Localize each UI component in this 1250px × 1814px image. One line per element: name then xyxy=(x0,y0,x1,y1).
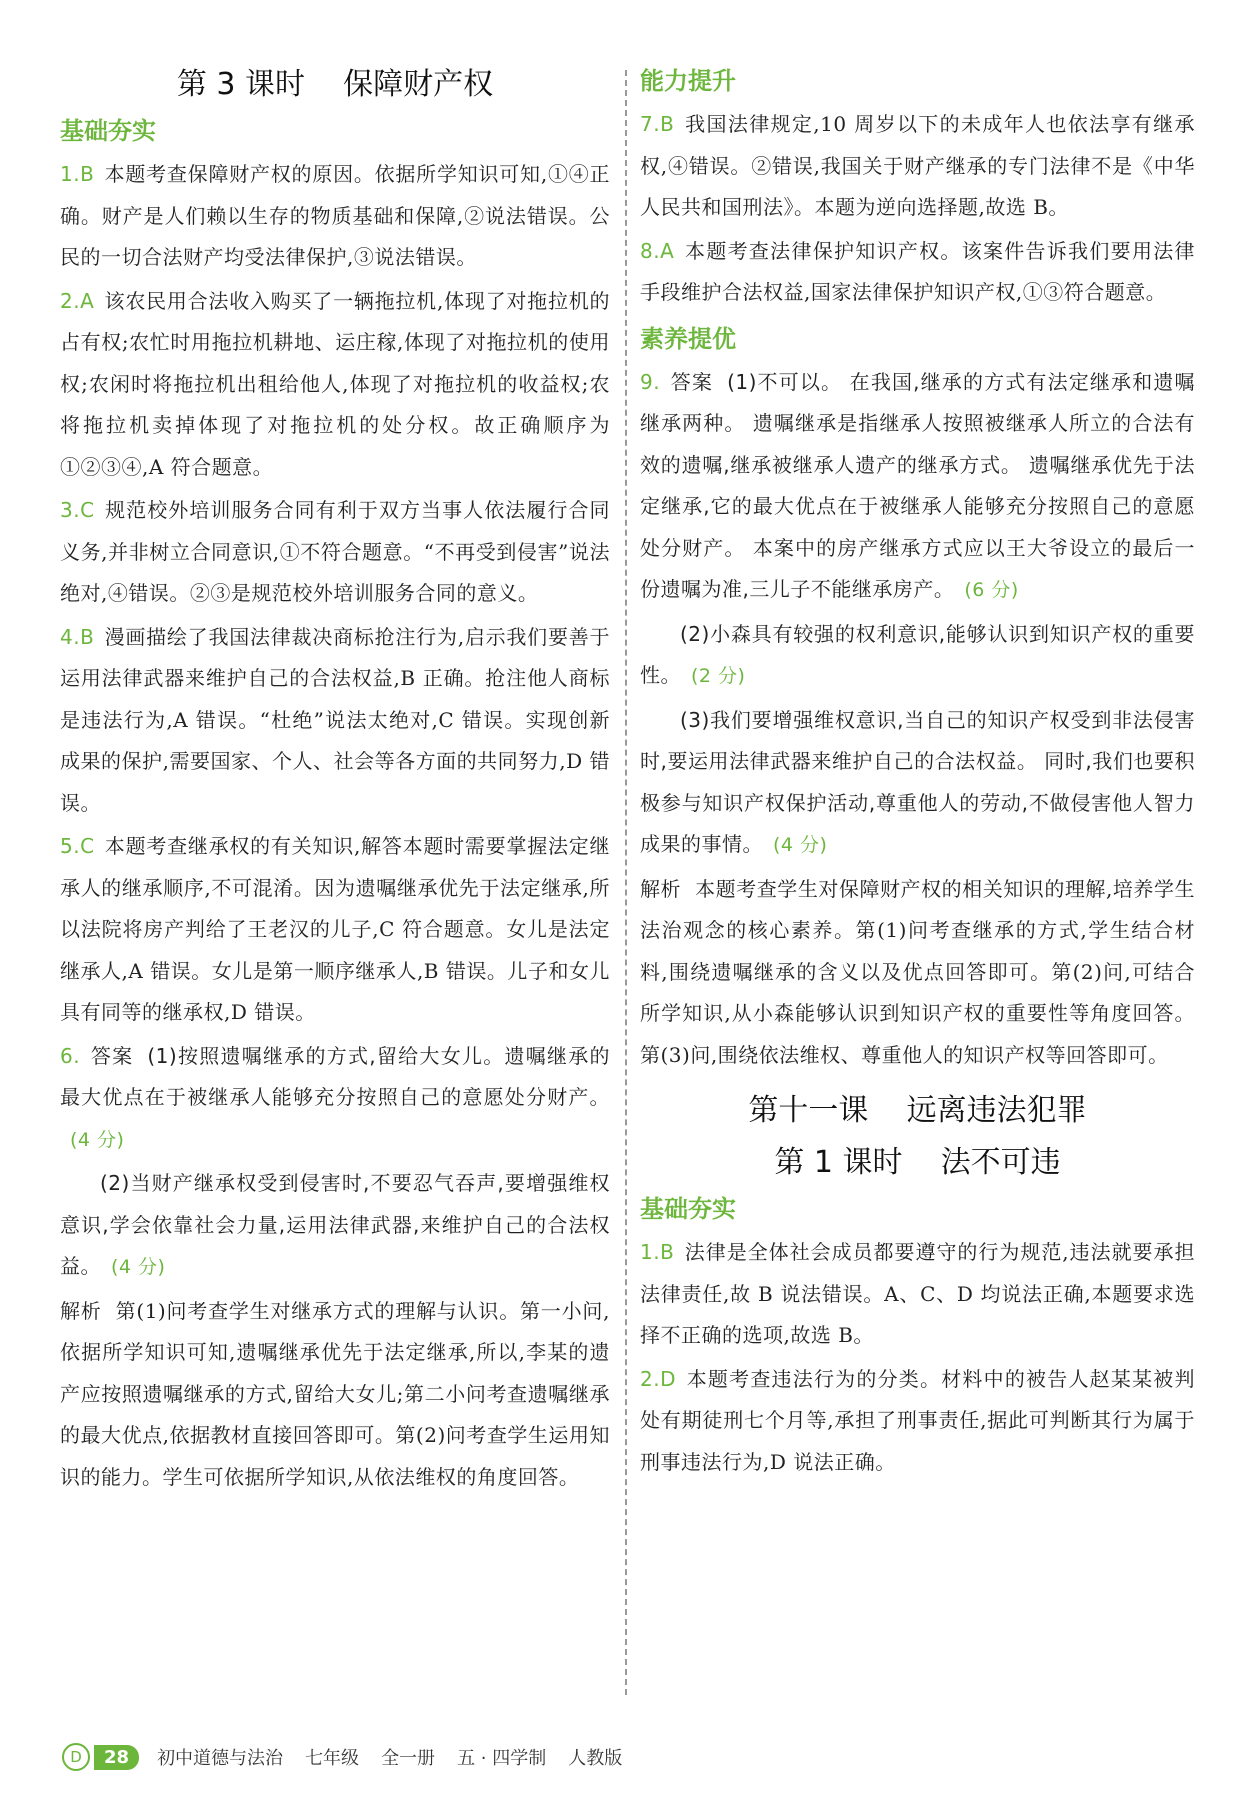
d-badge: D xyxy=(62,1743,90,1771)
item-number: 9. xyxy=(640,369,661,394)
answer-item xyxy=(60,281,610,489)
answer-text: (3)我们要增强维权意识,当自己的知识产权受到非法侵害时,要运用法律武器来维护自己的合法权益。 同时,我们也要积极参与知识产权保护活动,尊重他人的劳动,不做侵害他人智力成果的事情。 xyxy=(640,707,1195,856)
item-text: 本题考查违法行为的分类。材料中的被告人赵某某被判处有期徒刑七个月等,承担了刑事责任,据此可判断其行为属于刑事违法行为,D 说法正确。 xyxy=(640,1366,1195,1474)
item-text: 本题考查继承权的有关知识,解答本题时需要掌握法定继承人的继承顺序,不可混淆。因为遗嘱继承优先于法定继承,所以法院将房产判给了王老汉的儿子,C 符合题意。女儿是法定继承人,A 错误。女儿是第一顺序继承人,B 错误。儿子和女儿具有同等的继承权,D 错误。 xyxy=(60,834,610,1024)
section-heading-basic: 基础夯实 xyxy=(640,1195,736,1223)
page-footer xyxy=(62,1742,644,1772)
answer-item-9 xyxy=(640,362,1195,612)
answer-text: (2)小森具有较强的权利意识,能够认识到知识产权的重要性。 xyxy=(640,621,1195,687)
item-number: 2.D xyxy=(640,1366,676,1391)
score-label: (4 分) xyxy=(70,1128,125,1151)
analysis xyxy=(60,1291,610,1499)
answer-item xyxy=(640,1232,1195,1357)
answer-item xyxy=(640,231,1195,314)
left-column xyxy=(60,64,610,1500)
item-number: 2.A xyxy=(60,288,95,313)
footer-volume: 全一册 xyxy=(381,1748,436,1769)
item-number: 5.C xyxy=(60,834,95,858)
item-text: 规范校外培训服务合同有利于双方当事人依法履行合同义务,并非树立合同意识,①不符合题意。“不再受到侵害”说法绝对,④错误。②③是规范校外培训服务合同的意义。 xyxy=(60,498,610,605)
answer-item xyxy=(640,1359,1195,1484)
answer-part xyxy=(640,700,1195,867)
answer-item xyxy=(640,104,1195,229)
score-label: (4 分) xyxy=(111,1256,166,1278)
answer-part xyxy=(60,1163,610,1289)
footer-subject: 初中道德与法治 xyxy=(157,1748,284,1769)
item-text: 我国法律规定,10 周岁以下的未成年人也依法享有继承权,④错误。②错误,我国关于财产继承的专门法律不是《中华人民共和国刑法》。本题为逆向选择题,故选 B。 xyxy=(640,112,1195,219)
section-heading-literacy: 素养提优 xyxy=(640,324,736,353)
answer-part xyxy=(640,614,1195,698)
answer-item-6 xyxy=(60,1036,610,1162)
item-number: 7.B xyxy=(640,112,675,136)
answer-tag: 答案 xyxy=(90,1043,134,1068)
page-number: 28 xyxy=(94,1745,139,1770)
score-label: (6 分) xyxy=(964,579,1019,601)
answer-item xyxy=(60,826,610,1034)
item-number: 1.B xyxy=(60,162,95,186)
answer-tag: 答案 xyxy=(670,369,714,394)
answer-text: (2)当财产继承权受到侵害时,不要忍气吞声,要增强维权意识,学会依靠社会力量,运用法律武器,来维护自己的合法权益。 xyxy=(60,1171,610,1278)
item-number: 4.B xyxy=(60,624,95,649)
analysis xyxy=(640,869,1195,1077)
analysis-text: 第(1)问考查学生对继承方式的理解与认识。第一小问,依据所学知识可知,遗嘱继承优先于法定继承,所以,李某的遗产应按照遗嘱继承的方式,留给大女儿;第二小问考查遗嘱继承的最大优点,依据教材直接回答即可。第(2)问考查学生运用知识的能力。学生可依据所学知识,从依法维权的角度回答。 xyxy=(60,1298,611,1489)
score-label: (4 分) xyxy=(773,834,828,856)
footer-edition: 人教版 xyxy=(568,1748,623,1769)
section-heading-basic: 基础夯实 xyxy=(60,117,156,145)
answer-text: (1)不可以。 在我国,继承的方式有法定继承和遗嘱继承两种。 遗嘱继承是指继承人按照被继承人所立的合法有效的遗嘱,继承被继承人遗产的继承方式。 遗嘱继承优先于法定继承,它的最大优点在于被继承人能够充分按照自己的意愿处分财产。 本案中的房产继承方式应以王大爷设立的最后一份遗嘱为准,三儿子不能继承房产。 xyxy=(640,369,1196,601)
answer-item xyxy=(60,617,610,825)
analysis-text: 本题考查学生对保障财产权的相关知识的理解,培养学生法治观念的核心素养。第(1)问考查继承的方式,学生结合材料,围绕遗嘱继承的含义以及优点回答即可。第(2)问,可结合所学知识,从小森能够认识到知识产权的重要性等角度回答。第(3)问,围绕依法维权、尊重他人的知识产权等回答即可。 xyxy=(640,876,1196,1067)
answer-text: (1)按照遗嘱继承的方式,留给大女儿。遗嘱继承的最大优点在于被继承人能够充分按照自己的意愿处分财产。 xyxy=(60,1043,611,1109)
footer-system: 五 · 四学制 xyxy=(457,1748,547,1769)
section-heading-ability: 能力提升 xyxy=(640,67,736,95)
analysis-tag: 解析 xyxy=(60,1298,102,1323)
analysis-tag: 解析 xyxy=(640,876,682,901)
item-text: 该农民用合法收入购买了一辆拖拉机,体现了对拖拉机的占有权;农忙时用拖拉机耕地、运庄稼,体现了对拖拉机的使用权;农闲时将拖拉机出租给他人,体现了对拖拉机的收益权;农将拖拉机卖掉体现了对拖拉机的处分权。故正确顺序为①②③④,A 符合题意。 xyxy=(60,288,610,479)
item-number: 8.A xyxy=(640,238,675,263)
answer-item xyxy=(60,490,610,615)
lesson-title: 第 3 课时 保障财产权 xyxy=(176,67,494,102)
score-label: (2 分) xyxy=(691,665,746,687)
item-text: 本题考查法律保护知识产权。该案件告诉我们要用法律手段维护合法权益,国家法律保护知识产权,①③符合题意。 xyxy=(640,238,1195,304)
item-text: 法律是全体社会成员都要遵守的行为规范,违法就要承担法律责任,故 B 说法错误。A、C、D 均说法正确,本题要求选择不正确的选项,故选 B。 xyxy=(640,1240,1195,1347)
item-number: 3.C xyxy=(60,498,95,522)
item-text: 漫画描绘了我国法律裁决商标抢注行为,启示我们要善于运用法律武器来维护自己的合法权益,B 正确。抢注他人商标是违法行为,A 错误。“杜绝”说法太绝对,C 错误。实现创新成果的保护,需要国家、个人、社会等各方面的共同努力,D 错误。 xyxy=(60,624,610,815)
lesson-title: 第 1 课时 法不可违 xyxy=(774,1145,1061,1180)
column-divider xyxy=(625,70,627,1695)
footer-grade: 七年级 xyxy=(305,1748,360,1769)
right-column xyxy=(640,64,1195,1485)
item-text: 本题考查保障财产权的原因。依据所学知识可知,①④正确。财产是人们赖以生存的物质基础和保障,②说法错误。公民的一切合法财产均受法律保护,③说法错误。 xyxy=(60,162,610,269)
item-number: 6. xyxy=(60,1043,81,1068)
answer-item xyxy=(60,154,610,279)
item-number: 1.B xyxy=(640,1240,675,1264)
chapter-title: 第十一课 远离违法犯罪 xyxy=(748,1093,1087,1128)
